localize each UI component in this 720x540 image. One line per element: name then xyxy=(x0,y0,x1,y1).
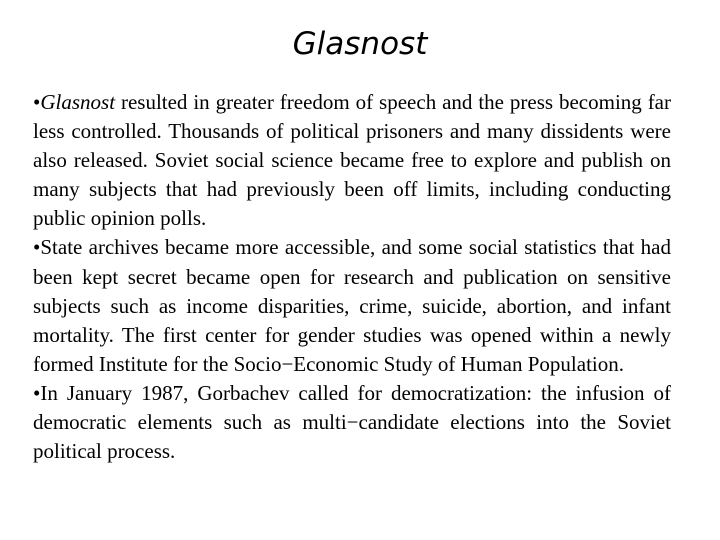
bullet-marker: • xyxy=(33,235,41,260)
bullet-3 xyxy=(33,379,671,466)
bullet-1 xyxy=(33,88,671,233)
bullet-2 xyxy=(33,233,671,378)
bullet-1-lead: Glasnost xyxy=(40,90,116,114)
bullet-marker: • xyxy=(33,380,41,405)
bullet-1-text: resulted in greater freedom of speech and the press becoming far less controlled. Thousands of political prisoners and many dissidents were also released. Soviet social science became free to explore and publish on many subjects that had previously been off limits, including conducting public opinion polls. xyxy=(33,90,671,231)
slide-title: Glasnost xyxy=(292,26,428,62)
bullet-marker: • xyxy=(33,90,41,114)
bullet-3-text: In January 1987, Gorbachev called for democratization: the infusion of democratic elements such as multi−candidate elections into the Soviet political process. xyxy=(33,380,671,464)
slide-body xyxy=(33,88,671,466)
bullet-2-text: State archives became more accessible, and some social statistics that had been kept secret became open for research and publication on sensitive subjects such as income disparities, crime, suicide, abortion, and infant mortality. The first center for gender studies was opened within a newly formed Institute for the Socio−Economic Study of Human Population. xyxy=(33,235,671,376)
